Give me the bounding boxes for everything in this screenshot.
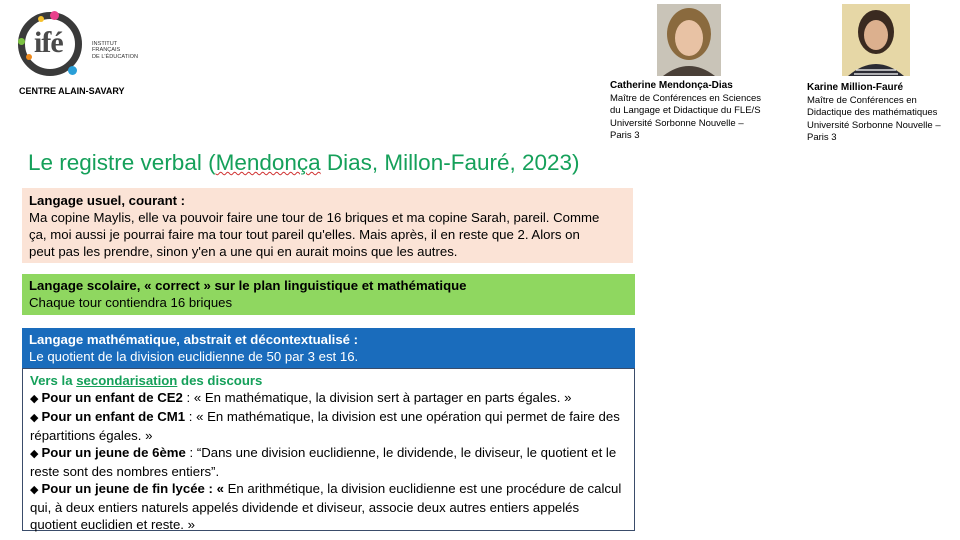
author-bio-line: Paris 3 [807,132,837,143]
box-langage-scolaire [22,274,635,315]
box-secondarisation [22,368,635,531]
box-heading: Vers la secondarisation des discours [30,373,263,388]
logo-dot-blue [68,66,77,75]
author-bio-2 [807,82,960,145]
box-text: Le quotient de la division euclidienne de 50 par 3 est 16. [29,349,359,364]
list-item: ◆ Pour un enfant de CM1 : « En mathématique, la division est une opération qui permet de faire des répartitions égales. » [30,409,620,443]
logo-dot-pink [50,11,59,20]
logo-institution: INSTITUT FRANÇAIS DE L'ÉDUCATION [92,41,139,60]
author-bio-line: du Langage et Didactique du FLE/S [610,105,761,116]
box-text: Chaque tour contiendra 16 briques [29,295,233,310]
box-heading: Langage mathématique, abstrait et décontextualisé : [29,332,359,347]
author-bio-line: Université Sorbonne Nouvelle – [610,117,744,129]
author-bio-line: Maître de Conférences en Sciences [610,92,762,104]
diamond-bullet-icon: ◆ [30,412,39,424]
author-bio-line: Paris 3 [610,130,640,141]
list-item: ◆ Pour un jeune de fin lycée : « En arithmétique, la division euclidienne est une procédure de calcul qui, à deux entiers naturels appelés dividende et diviseur, associe deux autres entiers appelés quotient euclidien et reste. » [30,481,622,532]
box-langage-usuel [22,188,633,263]
diamond-bullet-icon: ◆ [30,484,39,496]
list-item: ◆ Pour un enfant de CE2 : « En mathématique, la division sert à partager en parts égales. » [30,389,627,408]
author-bio-line: Université Sorbonne Nouvelle – [807,119,941,131]
logo-dot-yellow [38,16,44,22]
author-name: Karine Million-Fauré [807,82,904,93]
box-line: ça, moi aussi je pourrai faire ma tour tout pareil qu'elles. Mais après, il en reste que 2. Alors on [29,227,580,242]
diamond-bullet-icon: ◆ [30,393,39,405]
author-bio-line: Maître de Conférences en [807,94,917,106]
box-langage-mathematique [22,328,635,368]
ife-logo [14,8,144,86]
author-name: Catherine Mendonça-Dias [610,80,733,91]
logo-dot-orange [26,54,32,60]
portrait-photo-1 [657,4,721,76]
list-item: ◆ Pour un jeune de 6ème : “Dans une division euclidienne, le dividende, le diviseur, le quotient et le reste sont des nombres entiers”. [30,445,617,479]
slide-title: Le registre verbal (Mendonça Dias, Millon-Fauré, 2023) [28,150,580,175]
box-heading: Langage usuel, courant : [29,193,186,208]
author-bio-line: Didactique des mathématiques [807,107,938,118]
author-bio-1 [610,80,800,143]
logo-brand: ifé [34,26,63,59]
box-line: Ma copine Maylis, elle va pouvoir faire une tour de 16 briques et ma copine Sarah, pareil. Comme [29,210,600,225]
centre-name: CENTRE ALAIN-SAVARY [19,86,125,96]
logo-dot-green [18,38,25,45]
diamond-bullet-icon: ◆ [30,448,39,460]
box-line: peut pas les prendre, sinon y'en a une qui en aurait moins que les autres. [29,244,458,259]
box-heading: Langage scolaire, « correct » sur le plan linguistique et mathématique [29,278,467,293]
portrait-photo-2 [842,4,910,76]
